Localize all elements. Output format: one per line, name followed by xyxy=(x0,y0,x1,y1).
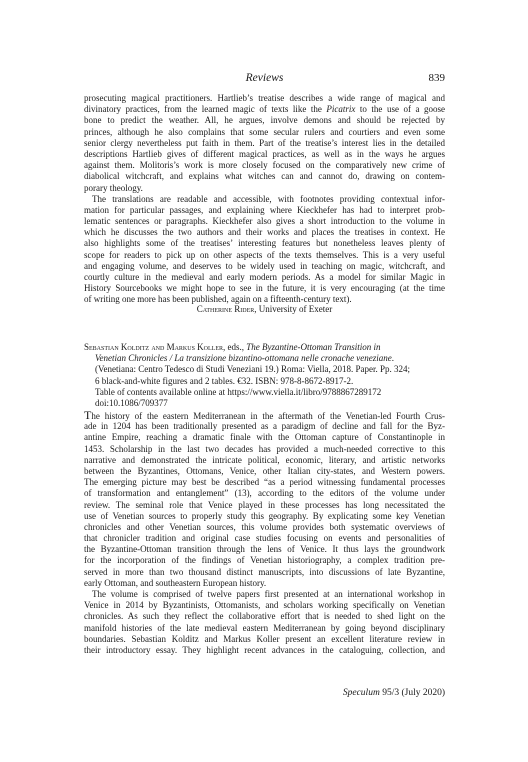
text-line: descriptions Hartlieb gives of different magical practices, as well as in the ways he argues xyxy=(84,148,445,159)
journal-issue: 95/3 (July 2020) xyxy=(379,688,445,698)
citation-title-part2: Venetian Chronicles / La transizione bizantino-ottomana nelle cronache veneziane xyxy=(95,353,392,364)
text-line: bone to predict the weather. All, he argues, involve demons and should be rejected by xyxy=(84,115,445,126)
text-line: for the incorporation of the findings of Venetian historiography, a complex tradition pre- xyxy=(84,555,445,566)
text-line: which he discusses the two authors and their works and places the treatises in context. He xyxy=(84,227,445,238)
text-line: use of Venetian sources to properly study this geography. By explicating some key Venetian xyxy=(84,510,445,521)
text-line: The emerging picture may best be described “as a period witnessing fundamental processes xyxy=(84,477,445,488)
text-line: narrative and demonstrated the intricate political, economic, literary, and artistic networks xyxy=(84,454,445,465)
text-line: porary theology. xyxy=(84,182,143,193)
citation-details: 6 black-and-white figures and 2 tables. €32. ISBN: 978-8-8672-8917-2. xyxy=(95,375,354,386)
reviewer-affiliation: , University of Exeter xyxy=(254,304,333,314)
initial-letter: T xyxy=(84,410,92,422)
text-line: 1453. Scholarship in the last two decades has provided a much-needed corrective to this xyxy=(84,443,445,454)
citation-title-part1: The Byzantine-Ottoman Transition in xyxy=(246,342,381,352)
citation-toc-link[interactable]: Table of contents available online at https://www.viella.it/libro/9788867289172 xyxy=(95,386,382,397)
text-line: boundaries. Sebastian Kolditz and Markus Koller present an excellent literature review in xyxy=(84,633,445,644)
text-line: of transformation and entanglement” (13), according to the editors of the volume under xyxy=(84,488,445,499)
text-line: chronicles. As such they reflect the collaborative effort that is needed to shed light on the xyxy=(84,611,445,622)
page-header xyxy=(84,72,445,86)
text-line: diabolical witchcraft, and explains what witches can and cannot do, drawing on contem- xyxy=(84,171,445,182)
text-line: courtly culture in the medieval and early modern periods. As a model for similar Magic in xyxy=(84,272,445,282)
text-line: chronicles and other Venetian sources, this volume provides both systematic overviews of xyxy=(84,521,445,532)
text-line: manifold histories of the late medieval eastern Mediterranean by going beyond disciplinary xyxy=(84,622,445,633)
text-line: that chronicler tradition and original case studies focusing on events and personalities of xyxy=(84,533,445,544)
page-footer xyxy=(343,688,445,698)
journal-name: Speculum xyxy=(342,688,380,698)
citation-publication: (Venetiana: Centro Tedesco di Studi Veneziani 19.) Roma: Viella, 2018. Paper. Pp. 324; xyxy=(95,364,411,375)
text-line: served in more than two thousand distinct manuscripts, into discussions of late Byzantine, xyxy=(84,566,445,577)
text-line: ade in 1204 has been traditionally presented as a paradigm of decline and fall for the Byz- xyxy=(84,421,445,432)
review-continuation-text xyxy=(84,93,445,306)
text-line: between the Byzantines, Ottomans, Venice, other Italian city-states, and Western powers. xyxy=(84,465,445,476)
text-line: early Ottoman, and southeastern European history. xyxy=(84,577,267,588)
book-citation: Sebastian Kolditz and Markus Koller, eds., The Byzantine-Ottoman Transition in Venetian Chronicles / La transizione bizantino-ottomana nelle cronache veneziane. (Venetiana: Centro Tedesco di Studi Veneziani 19.) Roma: Viella, 2018. Paper. Pp. 324; 6 black-and-white figures and 2 tables. €32. ISBN: 978-8-8672-8917-2. Table of contents available online at https://www.viella.it/libro/9788867289172 doi:10.1086/709377 xyxy=(84,342,445,409)
text-line: Venice in 2014 by Byzantinists, Ottomanists, and scholars working specifically on Venetian xyxy=(84,600,445,611)
reviewer-signature xyxy=(84,304,445,315)
text-line: The history of the eastern Mediterranean in the aftermath of the Venetian-led Fourth Crus- xyxy=(84,410,445,422)
text-line: The volume is comprised of twelve papers first presented at an international workshop in xyxy=(92,589,445,599)
text-line: divinatory practices, from the learned magic of texts like the Picatrix to the use of a goose xyxy=(84,104,445,115)
citation-doi[interactable]: doi:10.1086/709377 xyxy=(95,397,168,408)
citation-editors: Sebastian Kolditz and Markus Koller xyxy=(84,342,223,352)
citation-eds: , eds., xyxy=(223,342,247,352)
text-line: and engaging volume, and deserves to be widely used in teaching on magic, witchcraft, and xyxy=(84,260,445,271)
text-line: History Sourcebooks we might hope to see in the future, it is very encouraging (at the time xyxy=(84,283,445,294)
reviewer-name: Catherine Rider xyxy=(196,304,255,314)
text-line: review. The seminal role that Venice played in these processes has long necessitated the xyxy=(84,499,445,510)
text-line: their introductory essay. They highlight recent advances in the cataloguing, collection, and xyxy=(84,644,445,655)
text-line: mation for particular passages, and explaining where Kieckhefer has had to interpret prob- xyxy=(84,204,445,215)
page-number: 839 xyxy=(428,72,445,84)
text-line: the Byzantine-Ottoman transition through the lens of Venice. It thus lays the groundwork xyxy=(84,544,445,555)
running-head: Reviews xyxy=(245,72,284,84)
text-line: antine Empire, reaching a dramatic finale with the Ottoman capture of Constantinople in xyxy=(84,432,445,443)
text-line: senior clergy nevertheless put faith in them. Part of the treatise’s interest lies in the detailed xyxy=(84,137,445,148)
text-line: of writing one more has been published, again on a fifteenth-century text). xyxy=(84,294,352,305)
text-line: prosecuting magical practitioners. Hartlieb’s treatise describes a wide range of magical and xyxy=(84,93,445,103)
review-body-text xyxy=(84,410,445,656)
text-line: lematic sentences or paragraphs. Kieckhefer also gives a short introduction to the volume in xyxy=(84,216,445,227)
text-line: The translations are readable and accessible, with footnotes providing contextual infor- xyxy=(92,193,445,204)
text-line: scope for readers to pick up on other aspects of the texts themselves. This is a very useful xyxy=(84,249,445,260)
text-line: against them. Molitoris’s work is more closely focused on the comparatively new crime of xyxy=(84,160,445,171)
text-line: princes, although he also complains that some secular rulers and courtiers and even some xyxy=(84,126,445,137)
text-line: also highlights some of the treatises’ interesting features but nonetheless leaves plenty of xyxy=(84,238,445,249)
